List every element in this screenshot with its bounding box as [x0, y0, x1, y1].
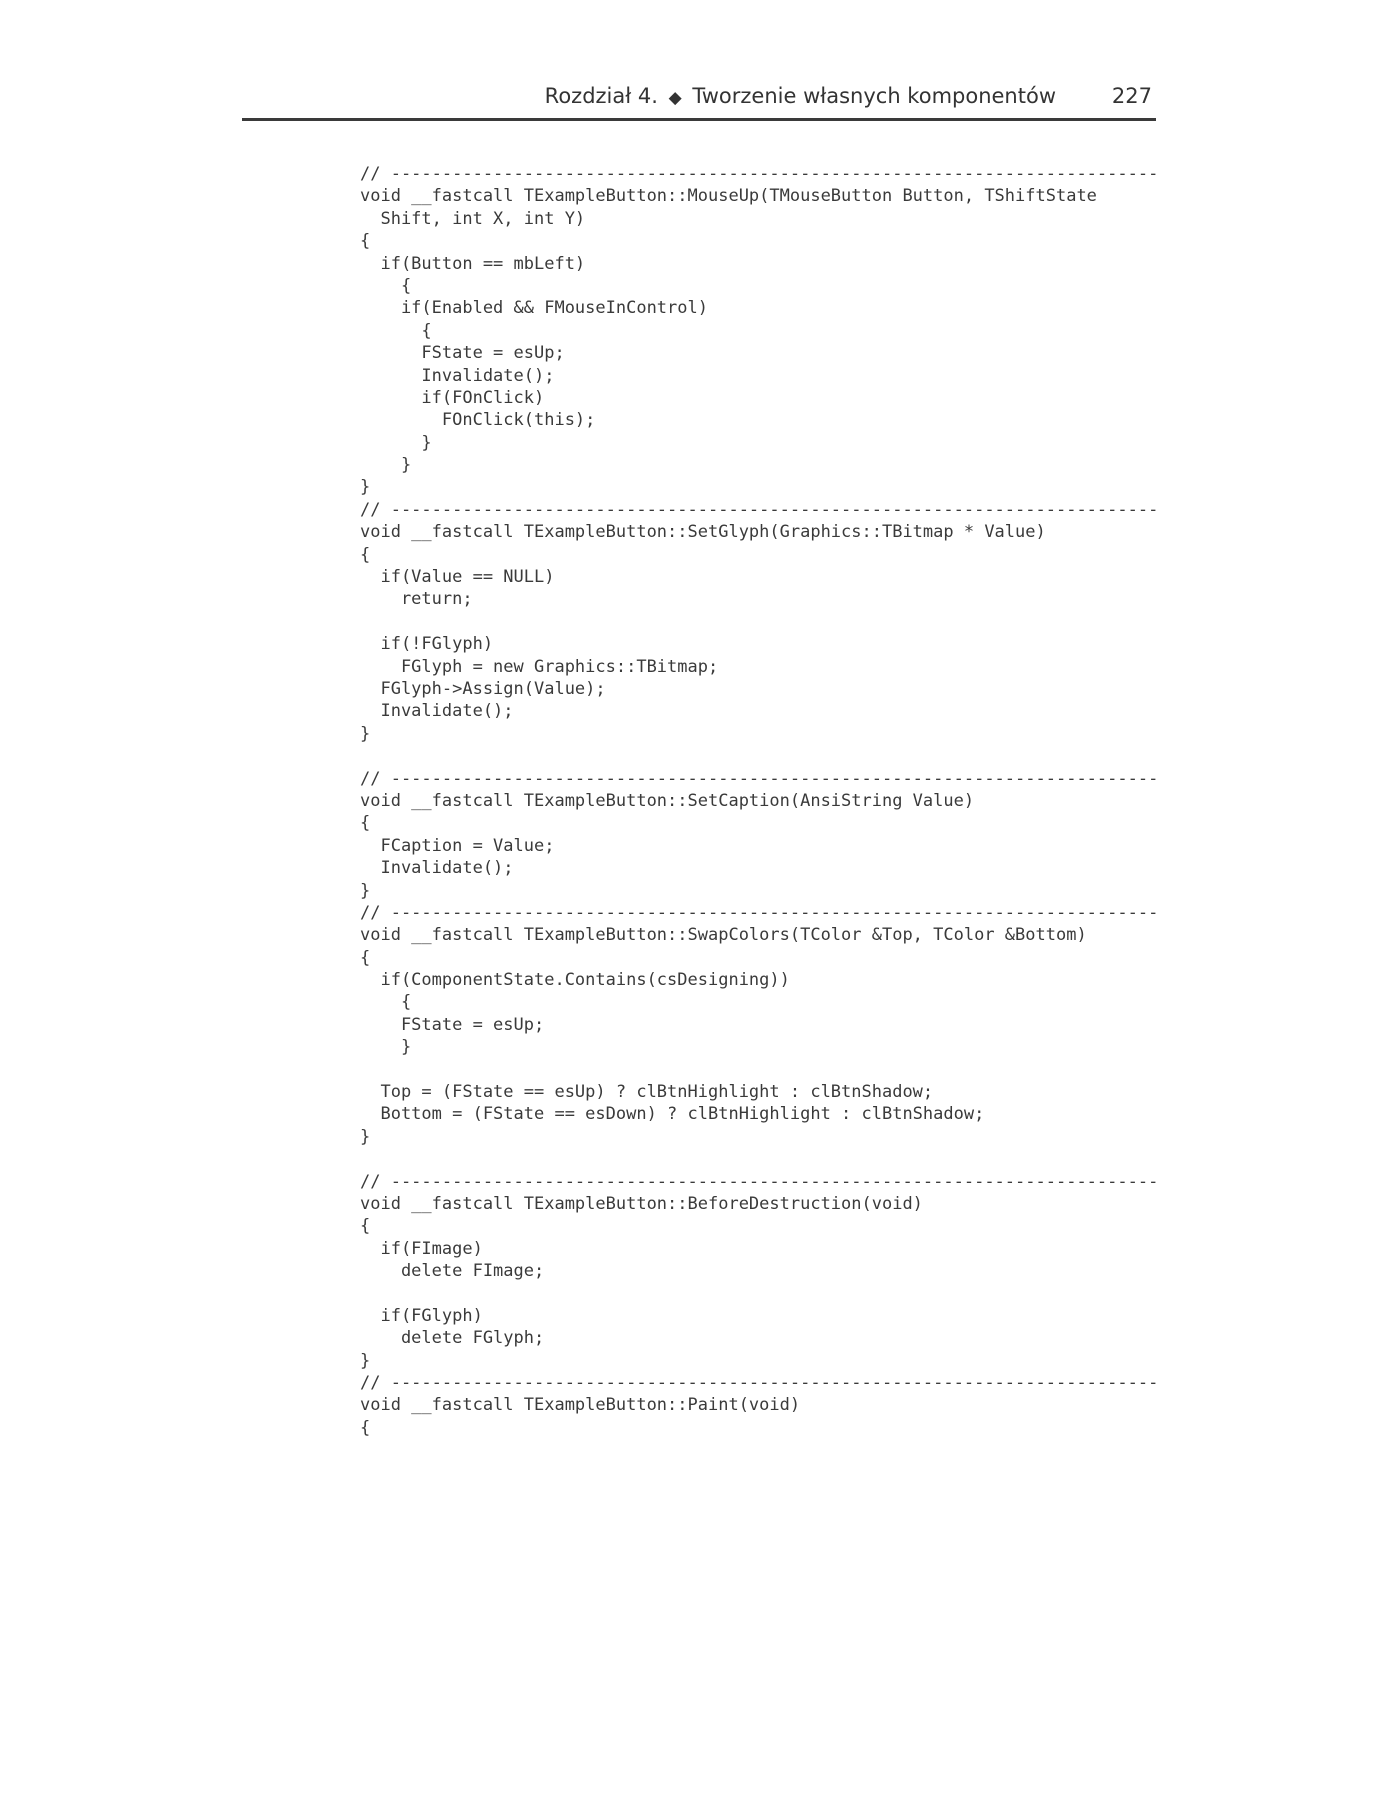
code-line: Bottom = (FState == esDown) ? clBtnHighlight : clBtnShadow;	[360, 1104, 985, 1125]
code-line: return;	[360, 589, 473, 610]
code-line: Top = (FState == esUp) ? clBtnHighlight : clBtnShadow;	[360, 1082, 934, 1103]
code-line: Invalidate();	[360, 701, 514, 722]
code-line: // ---------------------------------------------------------------------------	[360, 768, 1159, 789]
code-line: {	[360, 544, 371, 565]
code-line: // ---------------------------------------------------------------------------	[360, 164, 1159, 184]
code-line: }	[360, 1126, 371, 1147]
code-line: {	[360, 1216, 371, 1237]
code-line	[360, 745, 1158, 767]
code-line: void __fastcall TExampleButton::SetGlyph(Graphics::TBitmap * Value)	[360, 522, 1046, 543]
code-line: if(FGlyph)	[360, 1305, 483, 1326]
code-line: FGlyph = new Graphics::TBitmap;	[360, 656, 719, 677]
code-line: delete FGlyph;	[360, 1328, 545, 1349]
code-line: if(FOnClick)	[360, 387, 545, 408]
code-line: {	[360, 275, 412, 296]
chapter-label: Rozdział 4.	[544, 84, 658, 108]
code-line: void __fastcall TExampleButton::BeforeDestruction(void)	[360, 1193, 923, 1214]
code-line	[360, 611, 1158, 633]
code-line: }	[360, 880, 371, 901]
code-line: {	[360, 320, 432, 341]
running-title	[545, 84, 1056, 108]
page-header	[242, 78, 1156, 121]
code-line: FState = esUp;	[360, 343, 565, 364]
code-line: Invalidate();	[360, 365, 555, 386]
code-line: Invalidate();	[360, 858, 514, 879]
code-line: }	[360, 432, 432, 453]
code-line: if(Button == mbLeft)	[360, 253, 586, 274]
code-line: }	[360, 455, 412, 476]
code-line: // ---------------------------------------------------------------------------	[360, 902, 1159, 923]
code-line: void __fastcall TExampleButton::SetCaption(AnsiString Value)	[360, 790, 975, 811]
code-line: void __fastcall TExampleButton::MouseUp(TMouseButton Button, TShiftState	[360, 186, 1097, 207]
diamond-icon: ◆	[668, 88, 682, 108]
code-line: if(Enabled && FMouseInControl)	[360, 298, 708, 319]
code-line: if(!FGlyph)	[360, 634, 494, 655]
code-line: FOnClick(this);	[360, 410, 596, 431]
code-line: }	[360, 1350, 371, 1371]
code-line: delete FImage;	[360, 1261, 545, 1282]
code-line: void __fastcall TExampleButton::Paint(void)	[360, 1395, 801, 1416]
code-line	[360, 1148, 1158, 1170]
code-line: {	[360, 813, 371, 834]
code-line: {	[360, 992, 412, 1013]
code-line: void __fastcall TExampleButton::SwapColors(TColor &Top, TColor &Bottom)	[360, 925, 1087, 946]
code-line: }	[360, 1037, 412, 1058]
code-line: {	[360, 1417, 371, 1438]
code-line: Shift, int X, int Y)	[360, 208, 586, 229]
code-line: // ---------------------------------------------------------------------------	[360, 1373, 1159, 1394]
code-line: // ---------------------------------------------------------------------------	[360, 1171, 1159, 1192]
code-line: FCaption = Value;	[360, 835, 555, 856]
code-line: }	[360, 477, 371, 498]
code-line: FState = esUp;	[360, 1014, 545, 1035]
page-number: 227	[1111, 84, 1152, 108]
code-line: if(Value == NULL)	[360, 567, 555, 588]
code-line: {	[360, 231, 371, 252]
code-line: }	[360, 723, 371, 744]
code-line: if(ComponentState.Contains(csDesigning))	[360, 970, 790, 991]
code-line: {	[360, 947, 371, 968]
code-line	[360, 1059, 1158, 1081]
code-listing	[360, 163, 1158, 1439]
chapter-title: Tworzenie własnych komponentów	[692, 84, 1056, 108]
code-line: FGlyph->Assign(Value);	[360, 678, 606, 699]
code-line: // ---------------------------------------------------------------------------	[360, 499, 1159, 520]
code-line: if(FImage)	[360, 1238, 483, 1259]
code-line	[360, 1283, 1158, 1305]
